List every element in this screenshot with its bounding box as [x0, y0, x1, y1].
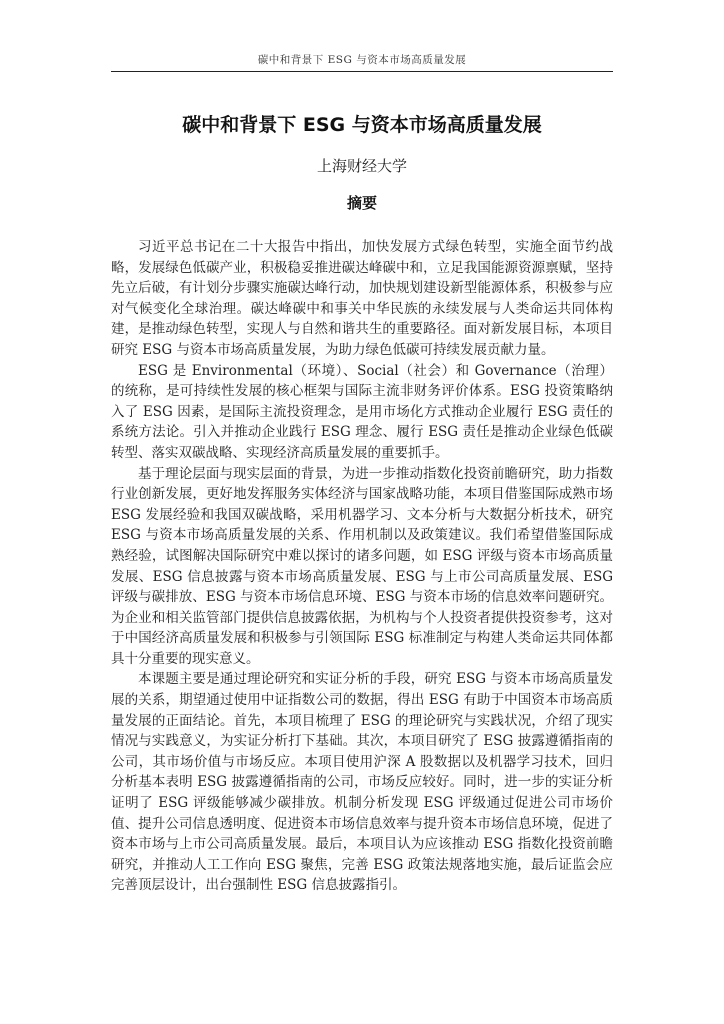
document-title: 碳中和背景下 ESG 与资本市场高质量发展 [182, 114, 542, 136]
abstract-heading: 摘要 [346, 194, 377, 212]
abstract-body [111, 237, 613, 896]
abstract-paragraph-4: 本课题主要是通过理论研究和实证分析的手段，研究 ESG 与资本市场高质量发展的关系，期望通过使用中证指数公司的数据，得出 ESG 有助于中国资本市场高质量发展的正面结论。首先，本项目梳理了 ESG 的理论研究与实践状况，介绍了现实情况与实践意义，为实证分析打下基础。其次，本项目研究了 ESG 披露遵循指南的公司，其市场价值与市场反应。本项目使用沪深 A 股数据以及机器学习技术，回归分析基本表明 ESG 披露遵循指南的公司，市场反应较好。同时，进一步的实证分析证明了 ESG 评级能够减少碳排放。机制分析发现 ESG 评级通过促进公司市场价值、提升公司信息透明度、促进资本市场信息效率与提升资本市场信息环境，促进了资本市场与上市公司高质量发展。最后，本项目认为应该推动 ESG 指数化投资前瞻研究，并推动人工工作向 ESG 聚焦，完善 ESG 政策法规落地实施，最后证监会应完善顶层设计，出台强制性 ESG 信息披露指引。 [111, 671, 613, 894]
abstract-paragraph-2: ESG 是 Environmental（环境）、Social（社会）和 Governance（治理）的统称，是可持续性发展的核心框架与国际主流非财务评价体系。ESG 投资策略纳入了 ESG 因素，是国际主流投资理念，是用市场化方式推动企业履行 ESG 责任的系统方法论。引入并推动企业践行 ESG 理念、履行 ESG 责任是推动企业绿色低碳转型、落实双碳战略、实现经济高质量发展的重要抓手。 [111, 362, 613, 461]
running-header: 碳中和背景下 ESG 与资本市场高质量发展 [257, 54, 467, 66]
header-divider [111, 71, 613, 72]
abstract-paragraph-1: 习近平总书记在二十大报告中指出，加快发展方式绿色转型，实施全面节约战略，发展绿色低碳产业，积极稳妥推进碳达峰碳中和，立足我国能源资源禀赋，坚持先立后破，有计划分步骤实施碳达峰行动，加快规划建设新型能源体系，积极参与应对气候变化全球治理。碳达峰碳中和事关中华民族的永续发展与人类命运共同体构建，是推动绿色转型，实现人与自然和谐共生的重要路径。面对新发展目标，本项目研究 ESG 与资本市场高质量发展，为助力绿色低碳可持续发展贡献力量。 [111, 239, 613, 358]
abstract-paragraph-3: 基于理论层面与现实层面的背景，为进一步推动指数化投资前瞻研究，助力指数行业创新发展，更好地发挥服务实体经济与国家战略功能，本项目借鉴国际成熟市场 ESG 发展经验和我国双碳战略，采用机器学习、文本分析与大数据分析技术，研究 ESG 与资本市场高质量发展的关系、作用机制以及政策建议。我们希望借鉴国际成熟经验，试图解决国际研究中难以探讨的诸多问题，如 ESG 评级与资本市场高质量发展、ESG 信息披露与资本市场高质量发展、ESG 与上市公司高质量发展、ESG 评级与碳排放、ESG 与资本市场信息环境、ESG 与资本市场的信息效率问题研究。为企业和相关监管部门提供信息披露依据，为机构与个人投资者提供投资参考，这对于中国经济高质量发展和积极参与引领国际 ESG 标准制定与构建人类命运共同体都具十分重要的现实意义。 [111, 465, 613, 667]
author-affiliation: 上海财经大学 [316, 157, 407, 175]
